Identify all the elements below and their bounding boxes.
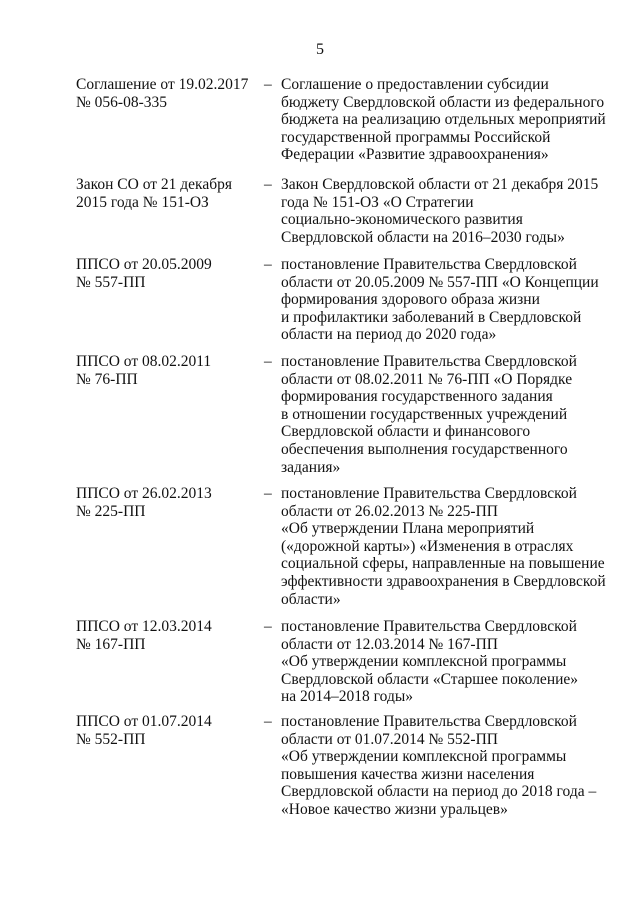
abbreviation-definition: постановление Правительства Свердловской области от 12.03.2014 № 167-ПП «Об утверждении комплексной программы Свердловской области «Старшее поколение» на 2014–2018 годы» xyxy=(281,618,579,706)
dash-separator: – xyxy=(264,618,272,635)
abbreviation-entry xyxy=(76,76,606,164)
abbreviation-entry xyxy=(76,256,606,344)
abbreviation-term: ППСО от 12.03.2014 № 167-ПП xyxy=(76,618,212,653)
abbreviation-term: ППСО от 20.05.2009 № 557-ПП xyxy=(76,256,212,291)
dash-separator: – xyxy=(264,76,272,93)
abbreviation-definition: постановление Правительства Свердловской области от 08.02.2011 № 76-ПП «О Порядке формирования государственного задания в отношении государственных учреждений Свердловской области и финансового обеспечения выполнения государственного задания» xyxy=(281,353,577,476)
dash-separator: – xyxy=(264,353,272,370)
page-number: 5 xyxy=(316,41,324,58)
dash-separator: – xyxy=(264,713,272,730)
dash-separator: – xyxy=(264,176,272,193)
abbreviation-entry xyxy=(76,618,606,706)
abbreviation-term: Соглашение от 19.02.2017 № 056-08-335 xyxy=(76,76,249,111)
abbreviation-definition: Соглашение о предоставлении субсидии бюджету Свердловской области из федерального бюджета на реализацию отдельных мероприятий государственной программы Российской Федерации «Развитие здравоохранения» xyxy=(281,76,606,164)
dash-separator: – xyxy=(264,256,272,273)
abbreviation-definition: постановление Правительства Свердловской области от 26.02.2013 № 225-ПП «Об утверждении Плана мероприятий («дорожной карты») «Изменения в отраслях социальной сферы, направленные на повышение эффективности здравоохранения в Свердловской области» xyxy=(281,485,606,608)
abbreviation-entry xyxy=(76,713,606,819)
abbreviation-entry xyxy=(76,353,606,476)
abbreviation-term: Закон СО от 21 декабря 2015 года № 151-ОЗ xyxy=(76,176,232,211)
abbreviation-term: ППСО от 08.02.2011 № 76-ПП xyxy=(76,353,212,388)
abbreviation-term: ППСО от 01.07.2014 № 552-ПП xyxy=(76,713,212,748)
dash-separator: – xyxy=(264,485,272,502)
abbreviation-entry xyxy=(76,176,606,246)
abbreviation-entry xyxy=(76,485,606,608)
abbreviation-term: ППСО от 26.02.2013 № 225-ПП xyxy=(76,485,212,520)
abbreviation-definition: постановление Правительства Свердловской области от 20.05.2009 № 557-ПП «О Концепции формирования здорового образа жизни и профилактики заболеваний в Свердловской области на период до 2020 года» xyxy=(281,256,599,344)
abbreviation-definition: Закон Свердловской области от 21 декабря 2015 года № 151-ОЗ «О Стратегии социально-экономического развития Свердловской области на 2016–2030 годы» xyxy=(281,176,599,246)
abbreviation-definition: постановление Правительства Свердловской области от 01.07.2014 № 552-ПП «Об утверждении комплексной программы повышения качества жизни населения Свердловской области на период до 2018 года – «Новое качество жизни уральцев» xyxy=(281,713,597,818)
